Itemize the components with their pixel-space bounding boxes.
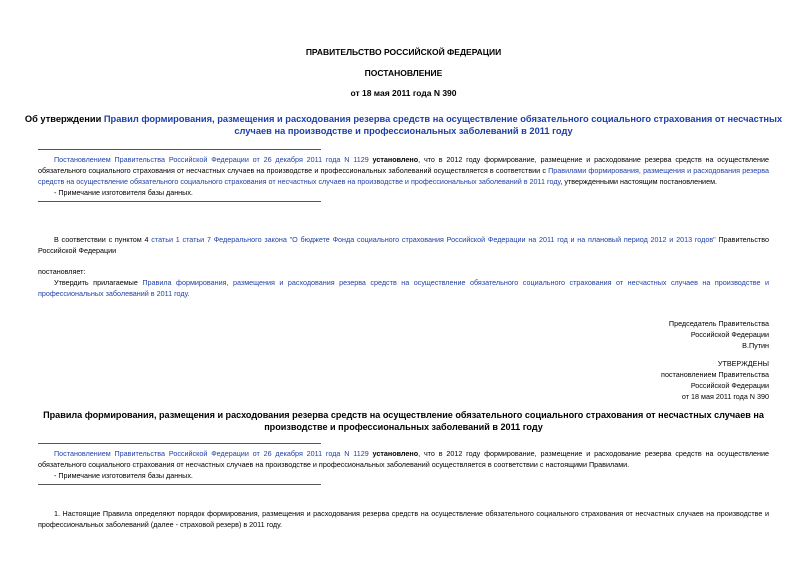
preamble-text: В соответствии с пунктом 4	[54, 235, 152, 244]
note2-text: , что в 2012 году формирование, размещение и расходование резерва средств на осуществление обязательного социального страхования от несчастных случаев на производстве и профессиональных заболеваний осуществляется в соответствии с настоящими Правилами.	[38, 449, 769, 469]
signature-country: Российской Федерации	[690, 330, 769, 339]
rules-title-line1: Правила формирования, размещения и расходования резерва средств на осуществление обязательного социального страхования от несчастных случаев на	[43, 410, 764, 420]
approved-date: от 18 мая 2011 года N 390	[681, 392, 769, 401]
rules-title	[0, 409, 807, 433]
signature-position: Председатель Правительства	[668, 319, 769, 328]
note2-divider-bottom	[38, 484, 321, 485]
amendment-note	[38, 154, 769, 187]
doc-type-heading: ПОСТАНОВЛЕНИЕ	[364, 68, 443, 78]
note-divider-top	[38, 149, 321, 150]
established-label: установлено	[368, 155, 419, 164]
note-text-end: , утвержденными настоящим постановлением.	[560, 177, 718, 186]
rules-link[interactable]: Правилами формирования, размещения и расходования резерва средств на осуществление обязательного социального страхования от несчастных случаев на производстве и профессиональных заболеваний в 2011 году	[38, 166, 769, 186]
signature-name: В.Путин	[742, 341, 769, 350]
preamble-text-end: Правительство Российской Федерации	[38, 235, 769, 255]
note-text: , что в 2012 году формирование, размещение и расходование резерва средств на осуществление обязательного социального страхования от несчастных случаев на производстве и профессиональных заболеваний осуществляется в соответствии с	[38, 155, 769, 175]
note2-divider-top	[38, 443, 321, 444]
doc-date-number: от 18 мая 2011 года N 390	[350, 88, 457, 98]
signature-block	[669, 318, 769, 351]
item-1-paragraph: 1. Настоящие Правила определяют порядок формирования, размещения и расходования резерва средств на осуществление обязательного социального страхования от несчастных случаев на производстве и профессиональных заболеваний (далее - страховой резерв) в 2011 году.	[38, 509, 769, 529]
db-note-2: - Примечание изготовителя базы данных.	[54, 471, 193, 480]
title-rules-link-cont[interactable]: случаев на производстве и профессиональных заболеваний в 2011 году	[234, 126, 573, 136]
document-title	[0, 113, 807, 137]
rules-title-line2: производстве и профессиональных заболеваний в 2011 году	[264, 422, 543, 432]
established-label-2: установлено	[368, 449, 419, 458]
approved-by: постановлением Правительства	[661, 370, 769, 379]
resolution-1129-link-2[interactable]: Постановлением Правительства Российской Федерации от 26 декабря 2011 года N 1129	[54, 449, 369, 458]
title-rules-link[interactable]: Правил формирования, размещения и расходования резерва средств на осуществление обязательного социального страхования от несчастных	[103, 114, 783, 124]
approval-stamp	[661, 358, 769, 402]
approve-paragraph	[38, 277, 769, 299]
resolution-1129-link[interactable]: Постановлением Правительства Российской Федерации от 26 декабря 2011 года N 1129	[54, 155, 369, 164]
approved-label: УТВЕРЖДЕНЫ	[717, 359, 769, 368]
title-prefix: Об утверждении	[24, 114, 104, 124]
government-heading: ПРАВИТЕЛЬСТВО РОССИЙСКОЙ ФЕДЕРАЦИИ	[305, 47, 502, 57]
amendment-note-2	[38, 448, 769, 470]
note-divider-bottom	[38, 201, 321, 202]
approve-rules-link[interactable]: Правила формирования, размещения и расходования резерва средств на осуществление обязательного социального страхования от несчастных случаев на производстве и профессиональных заболеваний в 2011 году.	[38, 278, 769, 298]
preamble	[38, 234, 769, 256]
federal-law-link[interactable]: статьи 1 статьи 7 Федерального закона "О бюджете Фонда социального страхования Российской Федерации на 2011 год и на плановый период 2012 и 2013 годов"	[151, 235, 716, 244]
approved-country: Российской Федерации	[690, 381, 769, 390]
approve-text: Утвердить прилагаемые	[54, 278, 143, 287]
db-note: - Примечание изготовителя базы данных.	[54, 188, 193, 197]
decides-label: постановляет:	[38, 267, 86, 276]
